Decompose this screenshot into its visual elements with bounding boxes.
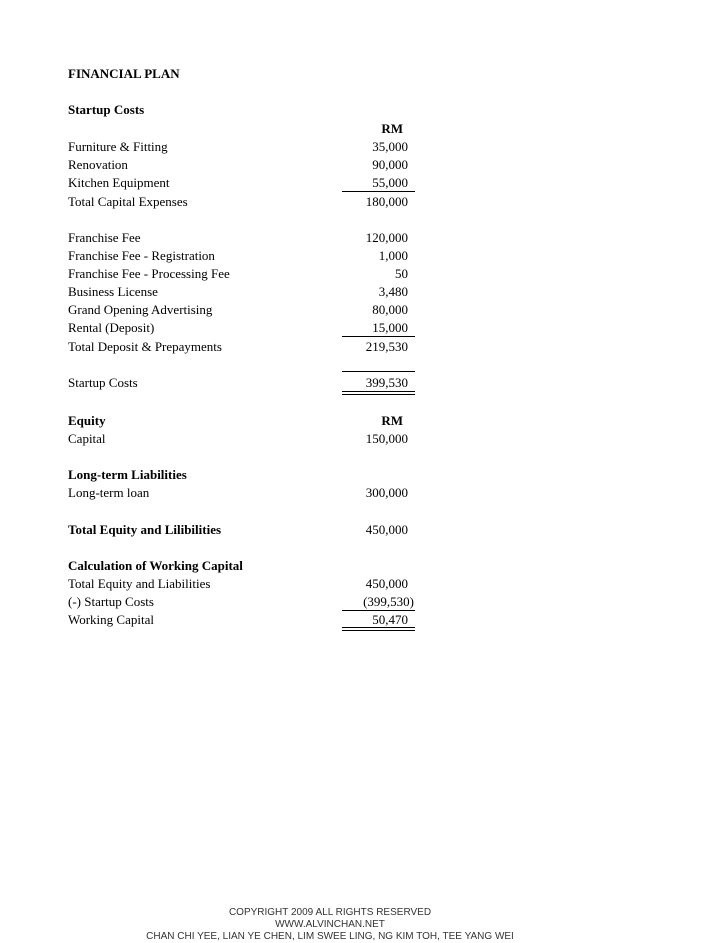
line-item bbox=[68, 284, 428, 300]
line-item-label: Franchise Fee - Registration bbox=[68, 248, 215, 263]
wc-equity-value: 450,000 bbox=[365, 576, 408, 591]
deposit-total-row bbox=[68, 339, 428, 355]
line-item-label: Kitchen Equipment bbox=[68, 175, 170, 190]
line-item bbox=[68, 320, 428, 336]
line-item bbox=[68, 248, 428, 264]
startup-total-value: 399,530 bbox=[365, 375, 408, 390]
line-item-value: 35,000 bbox=[372, 139, 408, 154]
line-item-label: Business License bbox=[68, 284, 158, 299]
footer-copyright: COPYRIGHT 2009 ALL RIGHTS RESERVED bbox=[228, 907, 432, 918]
equity-heading: Equity bbox=[68, 413, 106, 428]
startup-total-label: Startup Costs bbox=[68, 375, 138, 390]
page-title: FINANCIAL PLAN bbox=[68, 66, 180, 81]
line-item-value: 3,480 bbox=[378, 284, 408, 299]
subtotal-rule bbox=[342, 336, 415, 337]
capital-total-value: 180,000 bbox=[365, 194, 408, 209]
line-item bbox=[68, 266, 428, 282]
line-item-label: Rental (Deposit) bbox=[68, 320, 155, 335]
total-equity-value: 450,000 bbox=[365, 522, 408, 537]
line-item-label: Renovation bbox=[68, 157, 128, 172]
line-item bbox=[68, 157, 428, 173]
line-item bbox=[68, 175, 428, 191]
line-item-value: 80,000 bbox=[372, 302, 408, 317]
total-equity-label: Total Equity and Lilibilities bbox=[68, 522, 222, 537]
page-title-row bbox=[68, 66, 428, 82]
working-capital-heading-row bbox=[68, 558, 428, 574]
line-item-value: 1,000 bbox=[378, 248, 408, 263]
loan-label: Long-term loan bbox=[68, 485, 150, 500]
line-item-value: 15,000 bbox=[372, 320, 408, 335]
double-rule-top bbox=[342, 627, 415, 628]
liabilities-heading: Long-term Liabilities bbox=[68, 467, 187, 482]
line-item bbox=[68, 230, 428, 246]
footer-website: WWW.ALVINCHAN.NET bbox=[275, 919, 385, 930]
capital-label: Capital bbox=[68, 431, 106, 446]
capital-value: 150,000 bbox=[365, 431, 408, 446]
loan-value: 300,000 bbox=[365, 485, 408, 500]
startup-costs-heading: Startup Costs bbox=[68, 102, 145, 117]
line-item-value: 120,000 bbox=[365, 230, 408, 245]
line-item-label: Grand Opening Advertising bbox=[68, 302, 213, 317]
double-rule-top bbox=[342, 391, 415, 392]
subtotal-rule bbox=[342, 610, 415, 611]
deposit-total-value: 219,530 bbox=[365, 339, 408, 354]
currency-header-row bbox=[68, 121, 428, 137]
double-rule-bottom bbox=[342, 630, 415, 631]
line-item-label: Furniture & Fitting bbox=[68, 139, 168, 154]
wc-equity-row bbox=[68, 576, 428, 592]
subtotal-rule bbox=[342, 191, 415, 192]
capital-row bbox=[68, 431, 428, 447]
line-item bbox=[68, 139, 428, 155]
currency-header: RM bbox=[381, 121, 403, 136]
wc-equity-label: Total Equity and Liabilities bbox=[68, 576, 211, 591]
total-equity-row bbox=[68, 522, 428, 538]
working-capital-value: 50,470 bbox=[372, 612, 408, 627]
capital-total-row bbox=[68, 194, 428, 210]
loan-row bbox=[68, 485, 428, 501]
working-capital-heading: Calculation of Working Capital bbox=[68, 558, 243, 573]
line-item-label: Franchise Fee - Processing Fee bbox=[68, 266, 230, 281]
liabilities-heading-row bbox=[68, 467, 428, 483]
wc-startup-row bbox=[68, 594, 428, 610]
startup-total-row bbox=[68, 375, 428, 391]
line-item-value: 50 bbox=[395, 266, 408, 281]
deposit-total-label: Total Deposit & Prepayments bbox=[68, 339, 222, 354]
line-item-value: 55,000 bbox=[372, 175, 408, 190]
wc-startup-value: (399,530) bbox=[363, 594, 414, 609]
line-item bbox=[68, 302, 428, 318]
working-capital-label: Working Capital bbox=[68, 612, 154, 627]
double-rule-bottom bbox=[342, 394, 415, 395]
total-rule bbox=[342, 371, 415, 372]
capital-total-label: Total Capital Expenses bbox=[68, 194, 188, 209]
working-capital-row bbox=[68, 612, 428, 628]
wc-startup-label: (-) Startup Costs bbox=[68, 594, 154, 609]
footer-authors: CHAN CHI YEE, LIAN YE CHEN, LIM SWEE LING, NG KIM TOH, TEE YANG WEI bbox=[146, 931, 514, 942]
startup-costs-heading-row bbox=[68, 102, 428, 118]
equity-currency: RM bbox=[381, 413, 403, 428]
line-item-label: Franchise Fee bbox=[68, 230, 141, 245]
line-item-value: 90,000 bbox=[372, 157, 408, 172]
equity-heading-row bbox=[68, 413, 428, 429]
